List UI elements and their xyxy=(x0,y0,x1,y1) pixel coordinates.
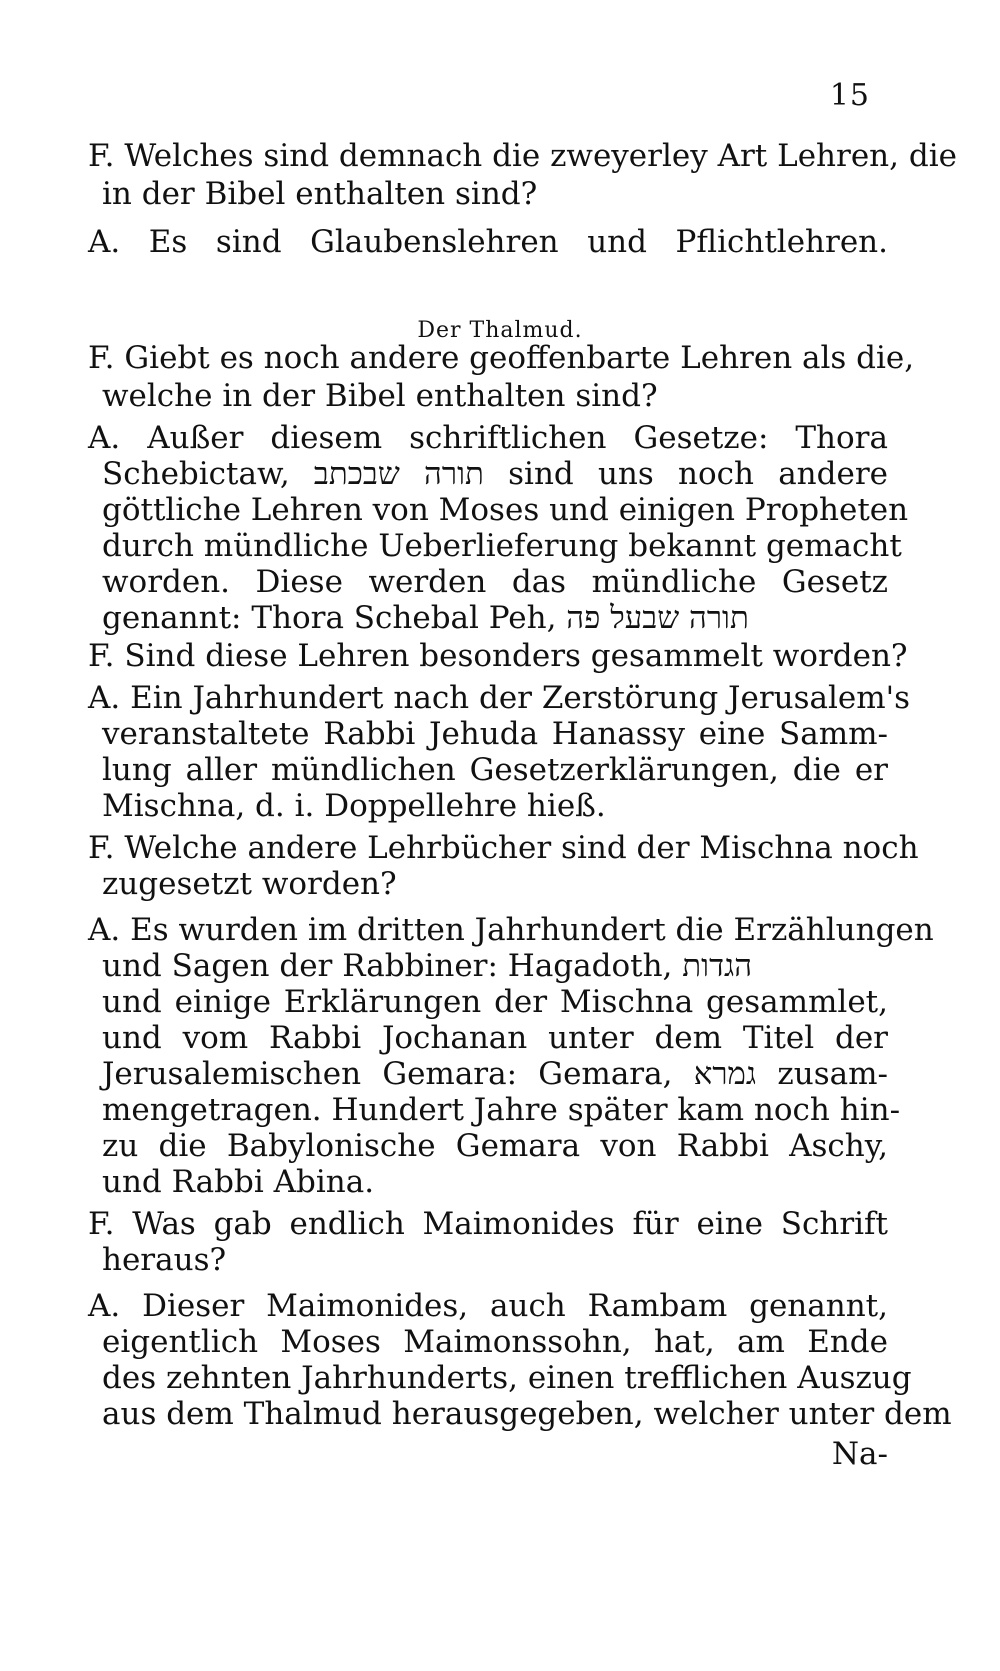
text-line: veranstaltete Rabbi Jehuda Hanassy eine Samm- xyxy=(102,716,888,752)
text-line-question: F. Giebt es noch andere geoffenbarte Lehren als die, xyxy=(88,340,915,376)
text-line: eigentlich Moses Maimonssohn, hat, am Ende xyxy=(102,1324,888,1360)
text-line-answer: A. Es wurden im dritten Jahrhundert die Erzählungen xyxy=(88,912,934,948)
text-line: aus dem Thalmud herausgegeben, welcher unter dem xyxy=(102,1396,952,1432)
section-heading: Der Thalmud. xyxy=(417,318,583,343)
page-number: 15 xyxy=(829,78,870,113)
text-line-question: F. Was gab endlich Maimonides für eine Schrift xyxy=(88,1206,888,1242)
text-line: in der Bibel enthalten sind? xyxy=(102,176,538,212)
text-line: und Sagen der Rabbiner: Hagadoth, הגדות xyxy=(102,948,753,984)
text-line: genannt: Thora Schebal Peh, תורה שבעל פה xyxy=(102,600,749,636)
text-line: worden. Diese werden das mündliche Gesetz xyxy=(102,564,888,600)
text-line: göttliche Lehren von Moses und einigen Propheten xyxy=(102,492,909,528)
text-line: zu die Babylonische Gemara von Rabbi Aschy, xyxy=(102,1128,888,1164)
text-line: Mischna, d. i. Doppellehre hieß. xyxy=(102,788,606,824)
text-line-question: F. Welche andere Lehrbücher sind der Mischna noch xyxy=(88,830,919,866)
text-line-answer: A. Dieser Maimonides, auch Rambam genannt, xyxy=(88,1288,888,1324)
text-line: welche in der Bibel enthalten sind? xyxy=(102,378,658,414)
text-line-answer: A. Außer diesem schriftlichen Gesetze: Thora xyxy=(88,420,888,456)
text-line: lung aller mündlichen Gesetzerklärungen, die er xyxy=(102,752,888,788)
text-line-answer: A. Es sind Glaubenslehren und Pflichtlehren. xyxy=(88,224,888,260)
catchword: Na- xyxy=(831,1436,888,1472)
text-line: mengetragen. Hundert Jahre später kam noch hin- xyxy=(102,1092,901,1128)
text-line: Jerusalemischen Gemara: Gemara, גמרא zusam- xyxy=(102,1056,888,1092)
text-line: heraus? xyxy=(102,1242,227,1278)
text-line: zugesetzt worden? xyxy=(102,866,397,902)
text-line: und einige Erklärungen der Mischna gesammlet, xyxy=(102,984,888,1020)
text-line: und Rabbi Abina. xyxy=(102,1164,375,1200)
text-line: und vom Rabbi Jochanan unter dem Titel der xyxy=(102,1020,888,1056)
text-line: Schebictaw, תורה שבכתב sind uns noch andere xyxy=(102,456,888,492)
text-line-question: F. Welches sind demnach die zweyerley Art Lehren, die xyxy=(88,138,957,174)
text-line-answer: A. Ein Jahrhundert nach der Zerstörung Jerusalem's xyxy=(88,680,911,716)
text-line: durch mündliche Ueberlieferung bekannt gemacht xyxy=(102,528,902,564)
text-line: des zehnten Jahrhunderts, einen trefflichen Auszug xyxy=(102,1360,912,1396)
text-line-question: F. Sind diese Lehren besonders gesammelt worden? xyxy=(88,638,908,674)
